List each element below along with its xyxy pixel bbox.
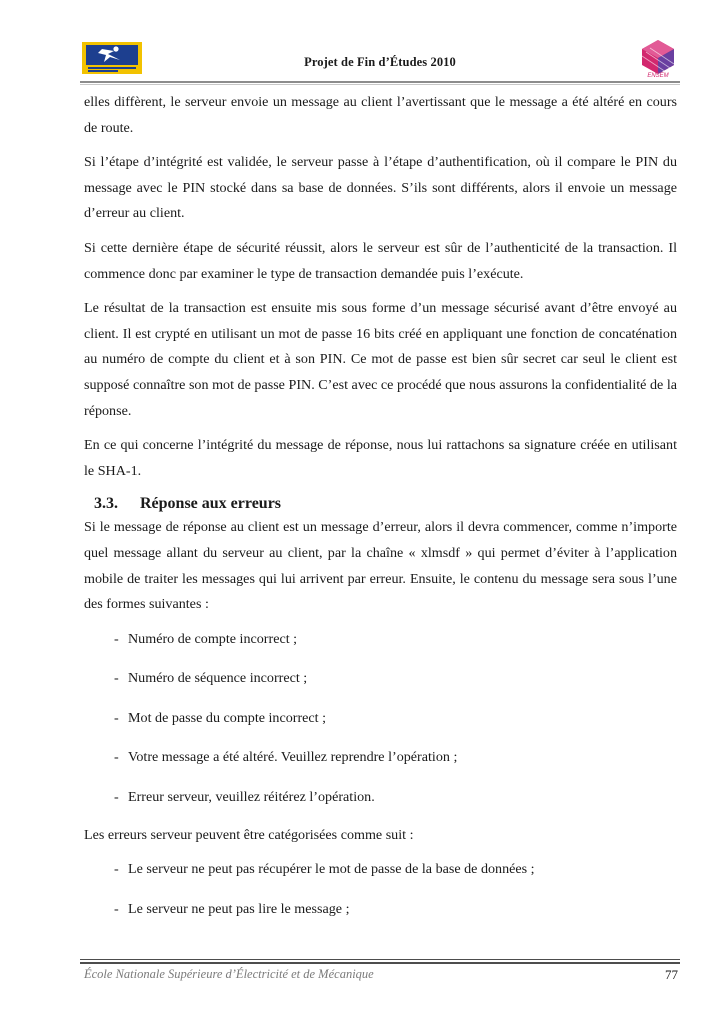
list-dash: -	[114, 861, 119, 878]
footer-school-name: École Nationale Supérieure d’Électricité et de Mécanique	[84, 967, 374, 981]
list-dash: -	[114, 670, 119, 687]
paragraph: Le résultat de la transaction est ensuite mis sous forme d’un message sécurisé avant d’être envoyé au client. Il est crypté en utilisant un mot de passe 16 bits créé en appliquant une fonction de concaténation au numéro de compte du client et à son PIN. Ce mot de passe est bien sûr secret car seul le client est supposé connaître son mot de passe PIN. C’est avec ce procédé que nous assurons la confidentialité de la réponse.	[84, 300, 677, 419]
header-rule	[80, 81, 680, 83]
enset-logo	[636, 38, 680, 78]
list-item	[84, 785, 677, 811]
header-rule-secondary	[80, 84, 680, 85]
list-item	[84, 666, 677, 692]
page-number: 77	[665, 967, 678, 982]
list-item-text: Votre message a été altéré. Veuillez reprendre l’opération ;	[128, 749, 458, 766]
page-content	[84, 90, 677, 936]
paragraph: Si cette dernière étape de sécurité réussit, alors le serveur est sûr de l’authenticité de la transaction. Il commence donc par examiner le type de transaction demandée puis l’exécute.	[84, 239, 677, 282]
list-item-text: Le serveur ne peut pas récupérer le mot de passe de la base de données ;	[128, 861, 535, 878]
list-dash: -	[114, 900, 119, 917]
server-error-list	[84, 857, 677, 922]
footer-rule	[80, 959, 680, 960]
paragraph: En ce qui concerne l’intégrité du message de réponse, nous lui rattachons sa signature créée en utilisant le SHA-1.	[84, 437, 677, 479]
list-item-text: Numéro de séquence incorrect ;	[128, 670, 308, 687]
list-dash: -	[114, 709, 119, 726]
enset-logo-text: ENSEM	[647, 73, 669, 78]
list-item-text: Erreur serveur, veuillez réitérez l’opération.	[128, 789, 375, 806]
list-item	[84, 857, 677, 883]
list-item	[84, 745, 677, 771]
server-errors-intro: Les erreurs serveur peuvent être catégorisées comme suit :	[84, 826, 414, 843]
list-item	[84, 897, 677, 923]
section-number: 3.3.	[94, 495, 118, 513]
list-item-text: Mot de passe du compte incorrect ;	[128, 709, 327, 726]
list-item-text: Numéro de compte incorrect ;	[128, 630, 298, 647]
paragraph: elles diffèrent, le serveur envoie un message au client l’avertissant que le message a été altéré en cours de route.	[84, 94, 677, 136]
section-title: Réponse aux erreurs	[140, 495, 282, 513]
error-message-list	[84, 627, 677, 811]
list-item-text: Le serveur ne peut pas lire le message ;	[128, 900, 350, 917]
footer-rule-secondary	[80, 962, 680, 964]
section-intro: Si le message de réponse au client est un message d’erreur, alors il devra commencer, comme n’importe quel message allant du serveur au client, par la chaîne « xlmsdf » qui permet d’éviter à l’application mobile de traiter les messages qui lui arrivent par erreur. Ensuite, le contenu du message sera sous l’une des formes suivantes :	[84, 519, 677, 613]
list-item	[84, 706, 677, 732]
list-dash: -	[114, 630, 119, 647]
header-title: Projet de Fin d’Études 2010	[304, 55, 456, 69]
list-dash: -	[114, 789, 119, 806]
section-heading	[84, 493, 677, 515]
list-item	[84, 627, 677, 653]
list-dash: -	[114, 749, 119, 766]
page-header	[80, 38, 680, 78]
paragraph: Si l’étape d’intégrité est validée, le serveur passe à l’étape d’authentification, où il compare le PIN du message avec le PIN stocké dans sa base de données. S’ils sont différents, alors il envoie un message d’erreur au client.	[84, 154, 677, 222]
